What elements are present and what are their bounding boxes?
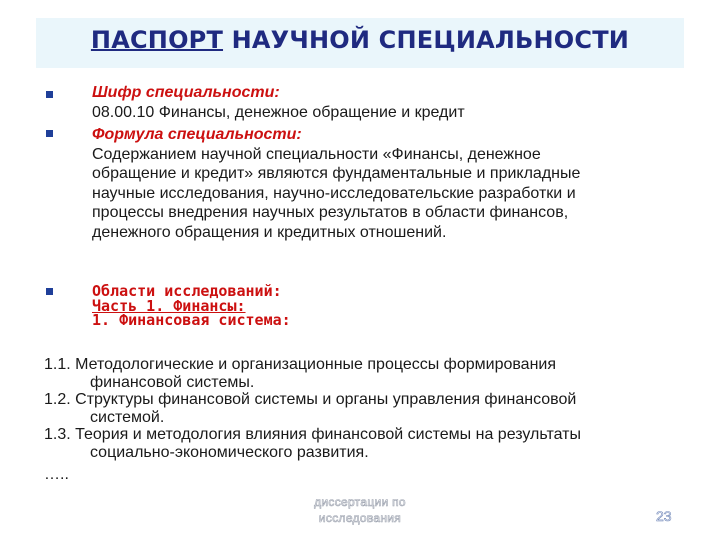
bullet-square-icon	[46, 91, 53, 98]
page-number: 23	[656, 508, 672, 524]
footer-note	[290, 494, 430, 526]
formula-line: денежного обращения и кредитных отношений.	[92, 223, 447, 241]
formula-line: Содержанием научной специальности «Финансы, денежное	[92, 145, 541, 163]
research-areas-label: Области исследований:	[92, 282, 282, 300]
bullet-square-icon	[46, 288, 53, 295]
footer-line: исследования	[318, 511, 402, 525]
specialty-code-block	[92, 83, 465, 122]
list-item: 1.2. Структуры финансовой системы и органы управления финансовой	[44, 391, 577, 408]
ellipsis: …..	[44, 466, 69, 483]
specialty-formula-block	[92, 125, 580, 243]
bullet-square-icon	[46, 130, 53, 137]
specialty-code-label: Шифр специальности:	[92, 84, 280, 101]
part-label: Часть 1. Финансы:	[92, 296, 246, 315]
section-label: 1. Финансовая система:	[92, 311, 291, 329]
research-areas-block	[92, 284, 291, 328]
page-title	[36, 26, 684, 54]
list-item-continuation: финансовой системы.	[90, 373, 255, 391]
formula-line: процессы внедрения научных результатов в области финансов,	[92, 204, 569, 222]
title-rest: НАУЧНОЙ СПЕЦИАЛЬНОСТИ	[223, 26, 630, 54]
formula-line: научные исследования, научно-исследовательские разработки и	[92, 184, 576, 202]
research-list	[44, 356, 581, 484]
list-item: 1.1. Методологические и организационные процессы формирования	[44, 356, 557, 373]
specialty-code-value: 08.00.10 Финансы, денежное обращение и кредит	[92, 103, 465, 121]
footer-line: диссертации по	[314, 495, 406, 509]
title-underlined: ПАСПОРТ	[90, 26, 224, 54]
list-item-continuation: социально-экономического развития.	[90, 443, 369, 461]
list-item: 1.3. Теория и методология влияния финансовой системы на результаты	[44, 426, 581, 443]
formula-line: обращение и кредит» являются фундаментальные и прикладные	[92, 165, 581, 183]
list-item-continuation: системой.	[90, 408, 165, 426]
specialty-formula-label: Формула специальности:	[92, 126, 302, 143]
